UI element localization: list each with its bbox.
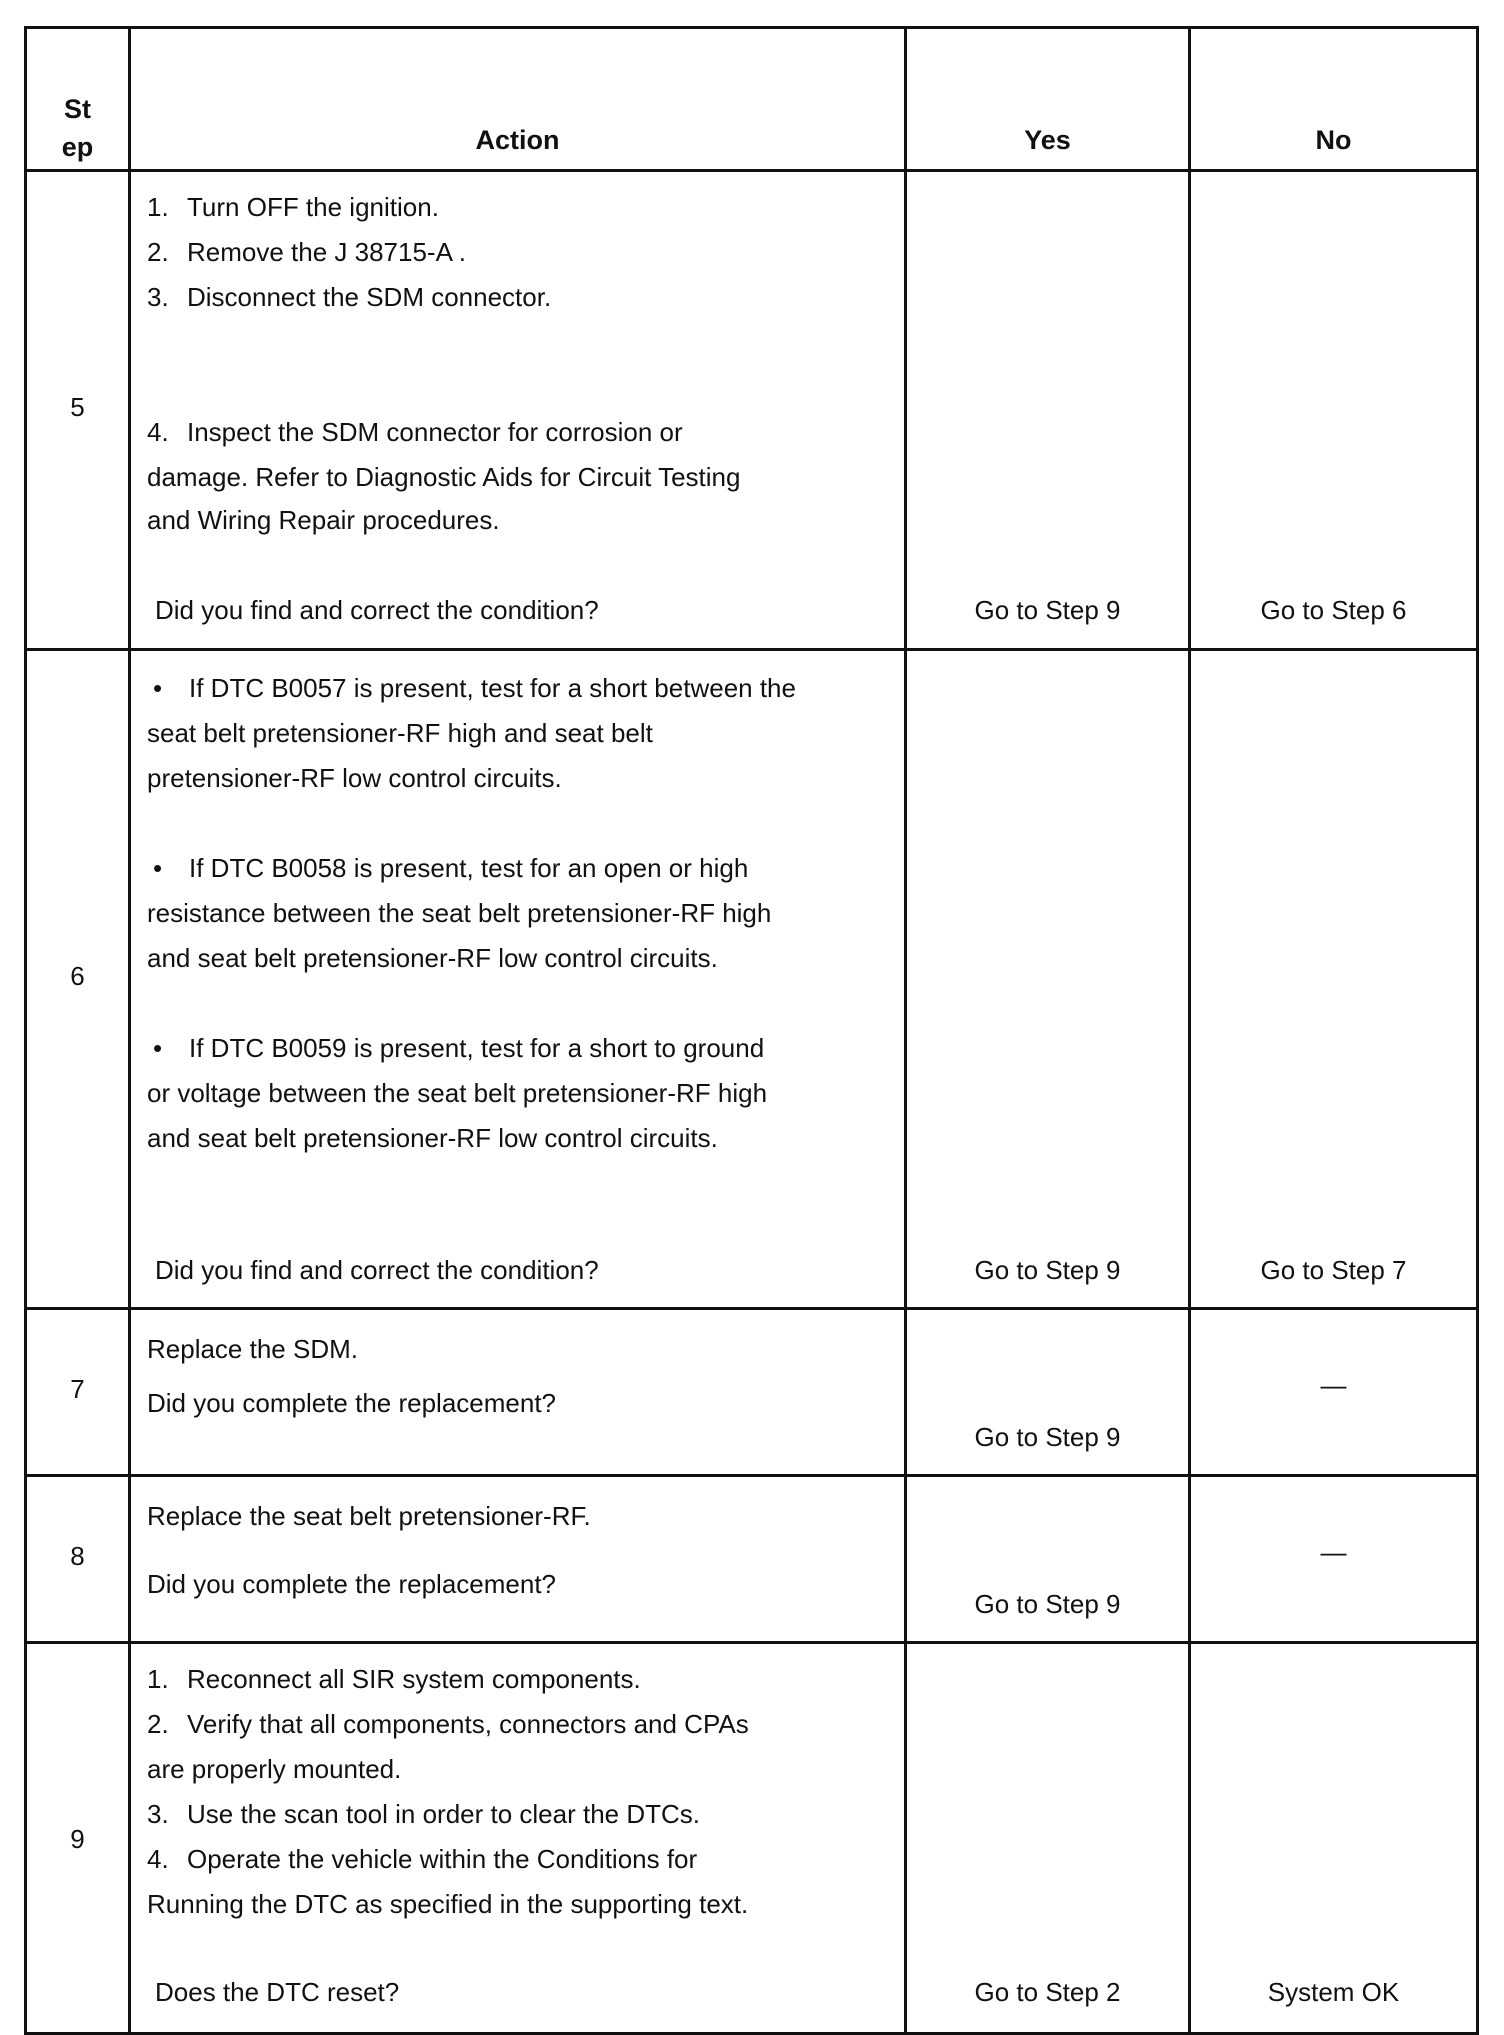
header-no (1190, 28, 1478, 171)
item-text: If DTC B0059 is present, test for a short to ground (189, 1033, 765, 1063)
header-step-line1: St (64, 94, 91, 124)
step-number: 9 (70, 1824, 85, 1854)
action-line (147, 1664, 641, 1695)
action-line: resistance between the seat belt pretensioner-RF high (147, 898, 772, 928)
item-text: Inspect the SDM connector for corrosion or (187, 417, 683, 447)
no-result: Go to Step 6 (1260, 595, 1407, 625)
bullet: • (153, 853, 163, 883)
item-text: If DTC B0057 is present, test for a short between the (189, 673, 796, 703)
header-action (130, 28, 906, 171)
action-line (147, 417, 683, 448)
action-line (147, 853, 748, 884)
step-number: 8 (70, 1541, 85, 1571)
item-text: Turn OFF the ignition. (187, 192, 439, 222)
action-cell (130, 1643, 906, 2034)
action-line (147, 192, 439, 223)
step-number: 6 (70, 961, 85, 991)
no-result: Go to Step 7 (1260, 1255, 1407, 1285)
table-row (26, 1309, 1478, 1476)
header-yes (906, 28, 1190, 171)
yes-cell (906, 650, 1190, 1309)
action-line: or voltage between the seat belt pretensioner-RF high (147, 1078, 768, 1108)
header-yes-label: Yes (1024, 125, 1071, 155)
yes-result: Go to Step 9 (974, 595, 1121, 625)
item-text: Operate the vehicle within the Conditions for (187, 1844, 698, 1874)
action-line: Replace the seat belt pretensioner-RF. (147, 1501, 591, 1531)
item-number: 4. (147, 1844, 169, 1874)
item-text: Disconnect the SDM connector. (187, 282, 552, 312)
action-cell (130, 171, 906, 650)
action-line: seat belt pretensioner-RF high and seat belt (147, 718, 653, 748)
step-cell (26, 1309, 130, 1476)
step-number: 7 (70, 1374, 85, 1404)
action-line (147, 1844, 697, 1875)
step-cell (26, 1476, 130, 1643)
action-line (147, 282, 551, 313)
no-result: System OK (1267, 1977, 1400, 2007)
no-cell (1190, 171, 1478, 650)
action-cell (130, 650, 906, 1309)
item-text: Verify that all components, connectors and CPAs (187, 1709, 749, 1739)
step-number: 5 (70, 392, 85, 422)
action-line: Replace the SDM. (147, 1334, 358, 1364)
no-cell (1190, 1643, 1478, 2034)
no-result: — (1320, 1537, 1347, 1567)
item-number: 1. (147, 192, 169, 222)
action-line: damage. Refer to Diagnostic Aids for Circuit Testing (147, 462, 741, 492)
header-step (26, 28, 130, 171)
yes-cell (906, 1309, 1190, 1476)
step-cell (26, 650, 130, 1309)
no-cell (1190, 1476, 1478, 1643)
yes-cell (906, 1643, 1190, 2034)
yes-result: Go to Step 9 (974, 1255, 1121, 1285)
item-text: Use the scan tool in order to clear the DTCs. (187, 1799, 701, 1829)
action-line (147, 237, 466, 268)
action-line: pretensioner-RF low control circuits. (147, 763, 562, 793)
action-line: Running the DTC as specified in the supporting text. (147, 1889, 749, 1919)
no-cell (1190, 1309, 1478, 1476)
step-cell (26, 1643, 130, 2034)
question-text: Did you find and correct the condition? (155, 1255, 599, 1285)
item-number: 3. (147, 282, 169, 312)
header-no-label: No (1315, 125, 1352, 155)
action-line (147, 1709, 749, 1740)
yes-result: Go to Step 9 (974, 1589, 1121, 1619)
item-text: Remove the J 38715-A . (187, 237, 466, 267)
item-number: 2. (147, 237, 169, 267)
no-cell (1190, 650, 1478, 1309)
question-text: Does the DTC reset? (155, 1977, 400, 2007)
step-cell (26, 171, 130, 650)
action-line (147, 1033, 764, 1064)
header-action-label: Action (475, 125, 560, 155)
diagnostic-table (24, 26, 1479, 2035)
diagnostic-table-frame (24, 26, 1476, 2035)
action-cell (130, 1476, 906, 1643)
table-row (26, 1643, 1478, 2034)
yes-cell (906, 171, 1190, 650)
action-cell (130, 1309, 906, 1476)
table-row (26, 650, 1478, 1309)
item-text: If DTC B0058 is present, test for an open or high (189, 853, 749, 883)
bullet: • (153, 673, 163, 703)
question-text: Did you complete the replacement? (147, 1569, 557, 1599)
header-row (26, 28, 1478, 171)
action-line (147, 673, 796, 704)
bullet: • (153, 1033, 163, 1063)
no-result: — (1320, 1370, 1347, 1400)
action-line (147, 1799, 700, 1830)
item-number: 1. (147, 1664, 169, 1694)
table-row (26, 171, 1478, 650)
action-line: and seat belt pretensioner-RF low control circuits. (147, 943, 718, 973)
yes-result: Go to Step 9 (974, 1422, 1121, 1452)
question-text: Did you find and correct the condition? (155, 595, 599, 625)
header-step-line2: ep (61, 132, 94, 162)
action-line: are properly mounted. (147, 1754, 402, 1784)
table-row (26, 1476, 1478, 1643)
item-number: 4. (147, 417, 169, 447)
yes-result: Go to Step 2 (974, 1977, 1121, 2007)
item-text: Reconnect all SIR system components. (187, 1664, 641, 1694)
item-number: 3. (147, 1799, 169, 1829)
yes-cell (906, 1476, 1190, 1643)
item-number: 2. (147, 1709, 169, 1739)
action-line: and Wiring Repair procedures. (147, 505, 500, 535)
action-line: and seat belt pretensioner-RF low control circuits. (147, 1123, 718, 1153)
question-text: Did you complete the replacement? (147, 1388, 557, 1418)
